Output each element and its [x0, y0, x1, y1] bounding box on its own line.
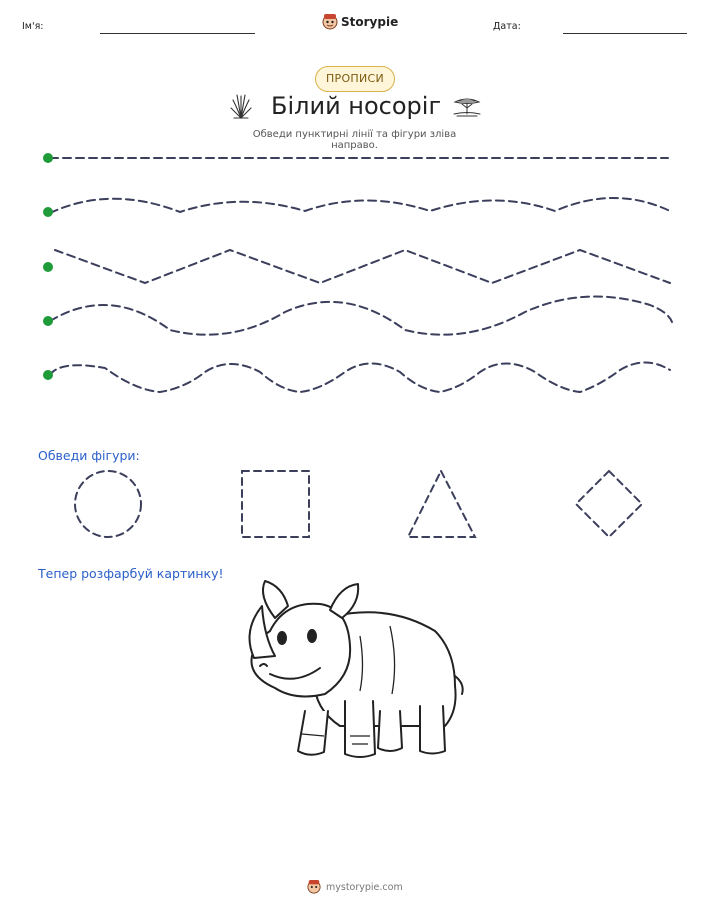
rhino-back-leg[interactable]: [420, 706, 445, 754]
start-dot: [43, 207, 53, 217]
tracing-line-zigzag[interactable]: [55, 250, 670, 283]
date-label: Дата:: [493, 21, 521, 32]
start-dot: [43, 370, 53, 380]
worksheet-badge: ПРОПИСИ: [315, 66, 395, 92]
tracing-line-deep-wave[interactable]: [50, 363, 670, 393]
tracing-lines[interactable]: [0, 0, 709, 420]
footer: [307, 879, 403, 895]
page-subtitle: Обведи пунктирні лінії та фігури зліва направо.: [252, 129, 457, 151]
dashed-triangle-shape[interactable]: [408, 471, 475, 537]
tracing-shapes[interactable]: [0, 460, 709, 550]
page-title: Білий носоріг: [271, 92, 442, 120]
dashed-diamond-shape[interactable]: [576, 471, 642, 537]
tracing-line-gentle-wave[interactable]: [50, 198, 670, 213]
tracing-line-wave[interactable]: [50, 296, 672, 334]
start-dot: [43, 262, 53, 272]
rhino-front-leg[interactable]: [345, 701, 375, 757]
start-dot: [43, 153, 53, 163]
rhino-back-leg[interactable]: [378, 711, 402, 751]
rhino-coloring-icon[interactable]: [240, 576, 470, 766]
storypie-mascot-icon: [307, 879, 321, 895]
name-label: Ім'я:: [22, 21, 44, 32]
footer-url[interactable]: mystorypie.com: [326, 881, 403, 893]
coloring-section-label: Тепер розфарбуй картинку!: [38, 566, 224, 581]
rhino-front-leg[interactable]: [298, 711, 328, 755]
logo-text: Storypie: [341, 15, 399, 29]
shapes-section-label: Обведи фігури:: [38, 448, 140, 463]
dashed-circle-shape[interactable]: [75, 471, 141, 537]
start-dot: [43, 316, 53, 326]
dashed-square-shape[interactable]: [242, 471, 309, 537]
